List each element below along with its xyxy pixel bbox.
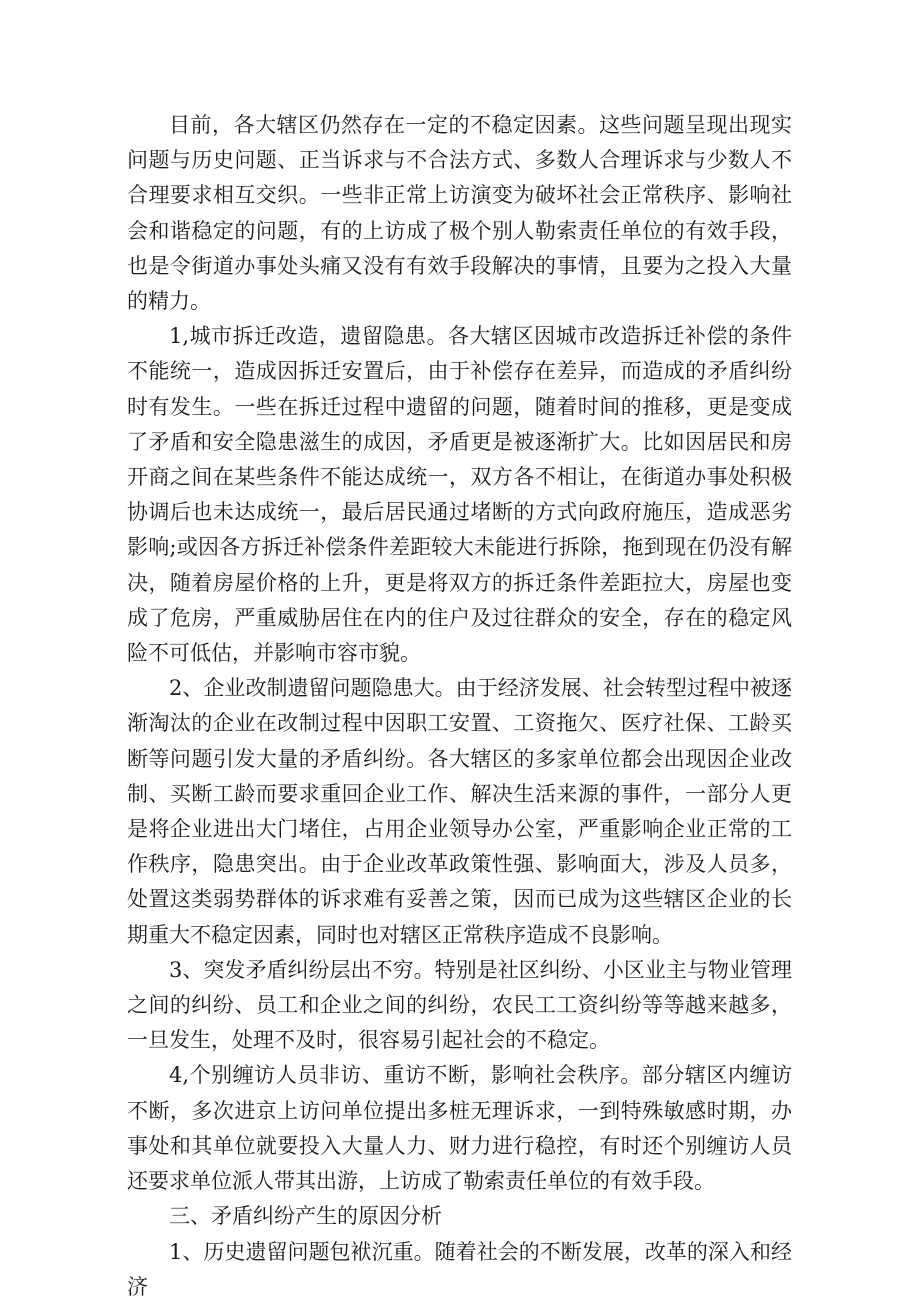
section-heading-cause-analysis: 三、矛盾纠纷产生的原因分析 <box>169 1204 442 1229</box>
paragraph-item-3-sudden-disputes: 3、突发矛盾纠纷层出不穷。特别是社区纠纷、小区业主与物业管理之间的纠纷、员工和企业之间的纠纷，农民工工资纠纷等等越来越多，一旦发生，处理不及时，很容易引起社会的不稳定。 <box>127 957 792 1053</box>
paragraph-cause-1-history: 1、历史遗留问题包袱沉重。随着社会的不断发展，改革的深入和经济 <box>127 1239 792 1299</box>
paragraph-item-4-repeat-petitions: 4,个别缠访人员非访、重访不断，影响社会秩序。部分辖区内缠访不断，多次进京上访问单位提出多桩无理诉求，一到特殊敏感时期，办事处和其单位就要投入大量人力、财力进行稳控，有时还个别缠访人员还要求单位派人带其出游，上访成了勒索责任单位的有效手段。 <box>127 1063 792 1194</box>
paragraph-item-2-enterprise-reform: 2、企业改制遗留问题隐患大。由于经济发展、社会转型过程中被逐渐淘汰的企业在改制过程中因职工安置、工资拖欠、医疗社保、工龄买断等问题引发大量的矛盾纠纷。各大辖区的多家单位都会出现因企业改制、买断工龄而要求重回企业工作、解决生活来源的事件，一部分人更是将企业进出大门堵住，占用企业领导办公室，严重影响企业正常的工作秩序，隐患突出。由于企业改革政策性强、影响面大，涉及人员多，处置这类弱势群体的诉求难有妥善之策，因而已成为这些辖区企业的长期重大不稳定因素，同时也对辖区正常秩序造成不良影响。 <box>127 676 792 947</box>
paragraph-intro: 目前，各大辖区仍然存在一定的不稳定因素。这些问题呈现出现实问题与历史问题、正当诉求与不合法方式、多数人合理诉求与少数人不合理要求相互交织。一些非正常上访演变为破坏社会正常秩序、影响社会和谐稳定的问题，有的上访成了极个别人勒索责任单位的有效手段，也是令街道办事处头痛又没有有效手段解决的事情，且要为之投入大量的精力。 <box>127 113 792 314</box>
paragraph-item-1-demolition: 1,城市拆迁改造，遗留隐患。各大辖区因城市改造拆迁补偿的条件不能统一，造成因拆迁安置后，由于补偿存在差异，而造成的矛盾纠纷时有发生。一些在拆迁过程中遗留的问题，随着时间的推移，更是变成了矛盾和安全隐患滋生的成因，矛盾更是被逐渐扩大。比如因居民和房开商之间在某些条件不能达成统一，双方各不相让，在街道办事处积极协调后也未达成统一，最后居民通过堵断的方式向政府施压，造成恶劣影响;或因各方拆迁补偿条件差距较大未能进行拆除，拖到现在仍没有解决，随着房屋价格的上升，更是将双方的拆迁条件差距拉大，房屋也变成了危房，严重威胁居住在内的住户及过往群众的安全，存在的稳定风险不可低估，并影响市容市貌。 <box>127 324 792 666</box>
document-body <box>127 108 792 1305</box>
